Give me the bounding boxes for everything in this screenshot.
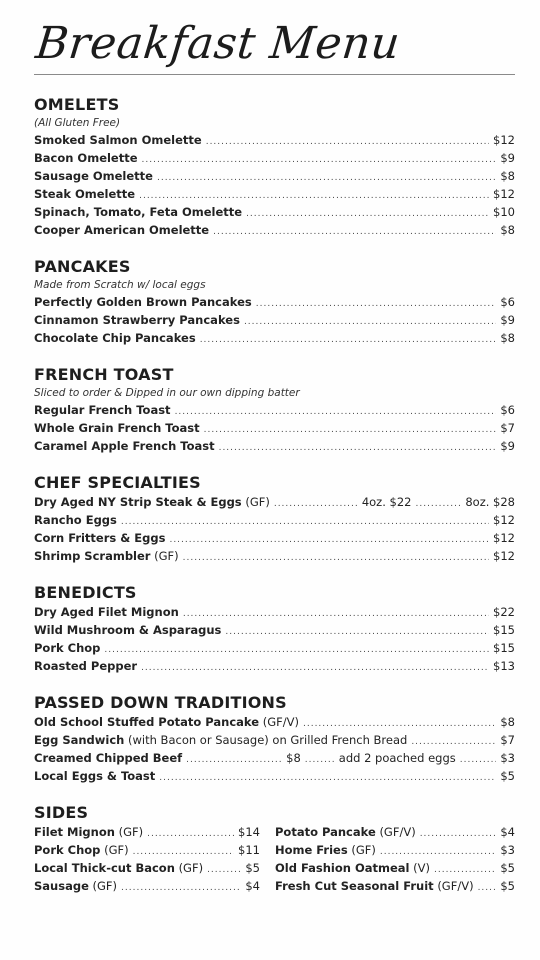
- item-name: Roasted Pepper: [34, 659, 138, 673]
- leader-dots: [274, 495, 358, 513]
- menu-item-row: [34, 603, 515, 621]
- item-note: (GF): [118, 825, 144, 839]
- leader-dots: [305, 751, 335, 769]
- menu-item-row: [34, 149, 515, 167]
- leader-dots: [175, 403, 497, 421]
- section-heading: PANCAKES: [34, 257, 131, 276]
- menu-item-row: [34, 841, 260, 859]
- item-note: (GF): [92, 879, 118, 893]
- menu-item-row: [34, 621, 515, 639]
- item-name: Shrimp Scrambler: [34, 549, 151, 563]
- menu-sections: [34, 95, 530, 913]
- menu-item-row: [34, 859, 260, 877]
- sides-grid: [34, 823, 515, 895]
- item-name: Creamed Chipped Beef: [34, 751, 183, 765]
- leader-dots: [157, 169, 496, 187]
- leader-dots: [244, 313, 496, 331]
- item-name: Corn Fritters & Eggs: [34, 531, 166, 545]
- item-price: $8: [500, 715, 515, 729]
- item-price: $22: [493, 605, 515, 619]
- item-note: (GF/V): [262, 715, 299, 729]
- item-name: Dry Aged NY Strip Steak & Eggs: [34, 495, 242, 509]
- item-name: Smoked Salmon Omelette: [34, 133, 202, 147]
- item-name: Pork Chop: [34, 843, 101, 857]
- leader-dots: [225, 623, 489, 641]
- item-name: Potato Pancake: [275, 825, 376, 839]
- item-name: Fresh Cut Seasonal Fruit: [275, 879, 434, 893]
- item-price: $5: [500, 769, 515, 783]
- item-name: Old Fashion Oatmeal: [275, 861, 410, 875]
- menu-item-row: [34, 749, 515, 767]
- menu-item-row: [275, 841, 515, 859]
- leader-dots: [186, 751, 282, 769]
- leader-dots: [200, 331, 497, 349]
- leader-dots: [183, 605, 489, 623]
- item-price: $6: [500, 403, 515, 417]
- item-price: 8oz. $28: [465, 495, 515, 509]
- menu-item-row: [34, 493, 515, 511]
- menu-item-row: [34, 547, 515, 565]
- menu-item-row: [34, 221, 515, 239]
- item-name: Dry Aged Filet Mignon: [34, 605, 179, 619]
- item-name: Pork Chop: [34, 641, 101, 655]
- menu-section: [34, 95, 530, 239]
- menu-section: [34, 365, 530, 455]
- menu-item-row: [34, 419, 515, 437]
- menu-item-row: [34, 311, 515, 329]
- item-name: Local Thick-cut Bacon: [34, 861, 175, 875]
- item-price: $10: [493, 205, 515, 219]
- leader-dots: [104, 641, 489, 659]
- leader-dots: [121, 879, 241, 897]
- menu-section-sides: [34, 803, 530, 895]
- item-name: Cooper American Omelette: [34, 223, 210, 237]
- menu-section: [34, 257, 530, 347]
- item-name: Local Eggs & Toast: [34, 769, 156, 783]
- item-price: $9: [500, 439, 515, 453]
- leader-dots: [204, 421, 497, 439]
- menu-item-row: [34, 167, 515, 185]
- item-price: $11: [238, 843, 260, 857]
- section-heading: OMELETS: [34, 95, 120, 114]
- item-option-price: 4oz. $22: [361, 495, 412, 509]
- leader-dots: [121, 513, 489, 531]
- menu-item-row: [34, 767, 515, 785]
- menu-item-row: [34, 657, 515, 675]
- section-heading: FRENCH TOAST: [34, 365, 174, 384]
- section-heading: CHEF SPECIALTIES: [34, 473, 201, 492]
- menu-item-row: [275, 823, 515, 841]
- menu-item-row: [34, 529, 515, 547]
- sides-left-column: [34, 823, 260, 895]
- leader-dots: [159, 769, 496, 787]
- item-price: $15: [493, 641, 515, 655]
- item-name: Whole Grain French Toast: [34, 421, 200, 435]
- leader-dots: [207, 861, 241, 879]
- item-name: Old School Stuffed Potato Pancake: [34, 715, 260, 729]
- item-note: (V): [413, 861, 430, 875]
- leader-dots: [420, 825, 497, 843]
- item-note: (GF/V): [437, 879, 474, 893]
- item-price: $12: [493, 531, 515, 545]
- item-price: $12: [493, 549, 515, 563]
- menu-item-row: [34, 639, 515, 657]
- item-price: $12: [493, 133, 515, 147]
- item-price: $6: [500, 295, 515, 309]
- item-price: $15: [493, 623, 515, 637]
- section-note: Made from Scratch w/ local eggs: [34, 279, 206, 291]
- item-name: Cinnamon Strawberry Pancakes: [34, 313, 240, 327]
- leader-dots: [415, 495, 461, 513]
- menu-item-row: [275, 877, 515, 895]
- section-heading: PASSED DOWN TRADITIONS: [34, 693, 287, 712]
- item-name: Sausage Omelette: [34, 169, 153, 183]
- item-price: $7: [500, 733, 515, 747]
- title-divider: [34, 74, 515, 75]
- item-name: Egg Sandwich: [34, 733, 125, 747]
- item-name: Regular French Toast: [34, 403, 171, 417]
- menu-item-row: [34, 401, 515, 419]
- menu-item-row: [34, 823, 260, 841]
- menu-item-row: [34, 329, 515, 347]
- item-name: Chocolate Chip Pancakes: [34, 331, 196, 345]
- menu-item-row: [275, 859, 515, 877]
- item-note: (GF): [178, 861, 204, 875]
- section-heading: BENEDICTS: [34, 583, 137, 602]
- item-note: (GF): [104, 843, 129, 857]
- item-name: Filet Mignon: [34, 825, 115, 839]
- leader-dots: [460, 751, 497, 769]
- item-name: Steak Omelette: [34, 187, 136, 201]
- item-name: Sausage: [34, 879, 89, 893]
- menu-section: [34, 583, 530, 675]
- menu-title: Breakfast Menu: [33, 18, 403, 69]
- leader-dots: [183, 549, 489, 567]
- section-heading: SIDES: [34, 803, 89, 822]
- item-price: $13: [493, 659, 515, 673]
- item-name: Rancho Eggs: [34, 513, 117, 527]
- leader-dots: [142, 151, 497, 169]
- item-price: $3: [500, 843, 515, 857]
- leader-dots: [169, 531, 489, 549]
- menu-item-row: [34, 437, 515, 455]
- item-price: $14: [238, 825, 260, 839]
- leader-dots: [256, 295, 497, 313]
- menu-item-row: [34, 713, 515, 731]
- leader-dots: [141, 659, 489, 677]
- item-note: (GF): [245, 495, 270, 509]
- item-option-price: $8: [286, 751, 301, 765]
- item-name: Home Fries: [275, 843, 348, 857]
- item-price: $5: [500, 861, 515, 875]
- leader-dots: [206, 133, 489, 151]
- item-note: (with Bacon or Sausage) on Grilled French Bread: [128, 733, 408, 747]
- item-note: (GF): [351, 843, 376, 857]
- leader-dots: [219, 439, 497, 457]
- item-price: $9: [500, 151, 515, 165]
- item-price: $4: [500, 825, 515, 839]
- section-note: (All Gluten Free): [34, 117, 121, 129]
- item-price: $12: [493, 513, 515, 527]
- item-price: $7: [500, 421, 515, 435]
- sides-right-column: [275, 823, 515, 895]
- item-name: Caramel Apple French Toast: [34, 439, 215, 453]
- item-price: $4: [245, 879, 260, 893]
- menu-item-row: [34, 131, 515, 149]
- leader-dots: [478, 879, 497, 897]
- menu-item-row: [34, 185, 515, 203]
- menu-item-row: [34, 203, 515, 221]
- menu-section: [34, 473, 530, 565]
- section-note: Sliced to order & Dipped in our own dipping batter: [34, 387, 300, 399]
- item-name: Wild Mushroom & Asparagus: [34, 623, 222, 637]
- item-price: $3: [500, 751, 515, 765]
- leader-dots: [213, 223, 496, 241]
- item-addon: add 2 poached eggs: [338, 751, 456, 765]
- menu-item-row: [34, 877, 260, 895]
- item-price: $12: [493, 187, 515, 201]
- item-name: Spinach, Tomato, Feta Omelette: [34, 205, 243, 219]
- menu-item-row: [34, 293, 515, 311]
- item-name: Perfectly Golden Brown Pancakes: [34, 295, 252, 309]
- item-price: $8: [500, 331, 515, 345]
- leader-dots: [147, 825, 234, 843]
- item-price: $5: [245, 861, 260, 875]
- menu-item-row: [34, 731, 515, 749]
- item-name: Bacon Omelette: [34, 151, 138, 165]
- menu-item-row: [34, 511, 515, 529]
- item-price: $5: [500, 879, 515, 893]
- menu-section: [34, 693, 530, 785]
- item-price: $9: [500, 313, 515, 327]
- item-price: $8: [500, 223, 515, 237]
- leader-dots: [246, 205, 489, 223]
- item-note: (GF/V): [379, 825, 416, 839]
- item-price: $8: [500, 169, 515, 183]
- item-note: (GF): [154, 549, 179, 563]
